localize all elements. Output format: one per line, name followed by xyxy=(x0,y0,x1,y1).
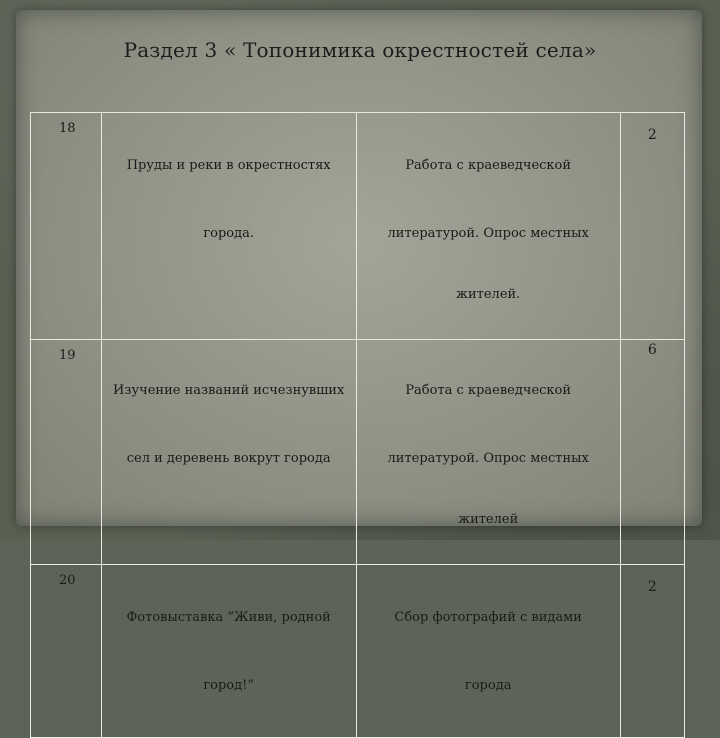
hours-value: 6 xyxy=(647,342,657,358)
topic-cell xyxy=(101,113,356,340)
row-number-cell xyxy=(31,340,102,565)
work-cell xyxy=(356,113,620,340)
hours-value: 2 xyxy=(647,127,657,143)
topic-line: Изучение названий исчезнувших xyxy=(113,383,345,398)
row-number: 18 xyxy=(59,121,76,136)
hours-cell xyxy=(620,565,684,738)
work-text xyxy=(357,113,620,339)
work-line: литературой. Опрос местных xyxy=(387,451,589,466)
topic-cell xyxy=(101,340,356,565)
table-row xyxy=(31,113,685,340)
table-row xyxy=(31,565,685,738)
table-row xyxy=(31,340,685,565)
topic-cell xyxy=(101,565,356,738)
work-line: жителей. xyxy=(456,287,521,302)
topic-line: сел и деревень вокрут города xyxy=(126,451,331,466)
hours-value: 2 xyxy=(647,579,657,595)
row-number-cell xyxy=(31,565,102,738)
topic-line: Фотовыставка “Живи, родной xyxy=(126,610,331,625)
topic-text xyxy=(102,113,356,285)
topic-text xyxy=(102,565,356,737)
lesson-table xyxy=(30,112,685,738)
row-number-cell xyxy=(31,113,102,340)
topic-text xyxy=(102,340,356,510)
work-line: Сбор фотографий с видами xyxy=(394,610,582,625)
work-cell xyxy=(356,565,620,738)
row-number: 19 xyxy=(59,348,76,363)
work-line: Работа с краеведческой xyxy=(405,383,572,398)
work-line: жителей xyxy=(458,512,519,527)
section-title: Раздел 3 « Топонимика окрестностей села» xyxy=(123,38,597,62)
topic-line: город!” xyxy=(203,678,255,693)
work-text xyxy=(357,340,620,564)
work-text xyxy=(357,565,620,737)
hours-cell xyxy=(620,340,684,565)
work-line: Работа с краеведческой xyxy=(405,158,572,173)
work-line: литературой. Опрос местных xyxy=(387,226,589,241)
work-line: города xyxy=(464,678,512,693)
topic-line: Пруды и реки в окрестностях xyxy=(126,158,331,173)
row-number: 20 xyxy=(59,573,76,588)
work-cell xyxy=(356,340,620,565)
topic-line: города. xyxy=(203,226,255,241)
hours-cell xyxy=(620,113,684,340)
